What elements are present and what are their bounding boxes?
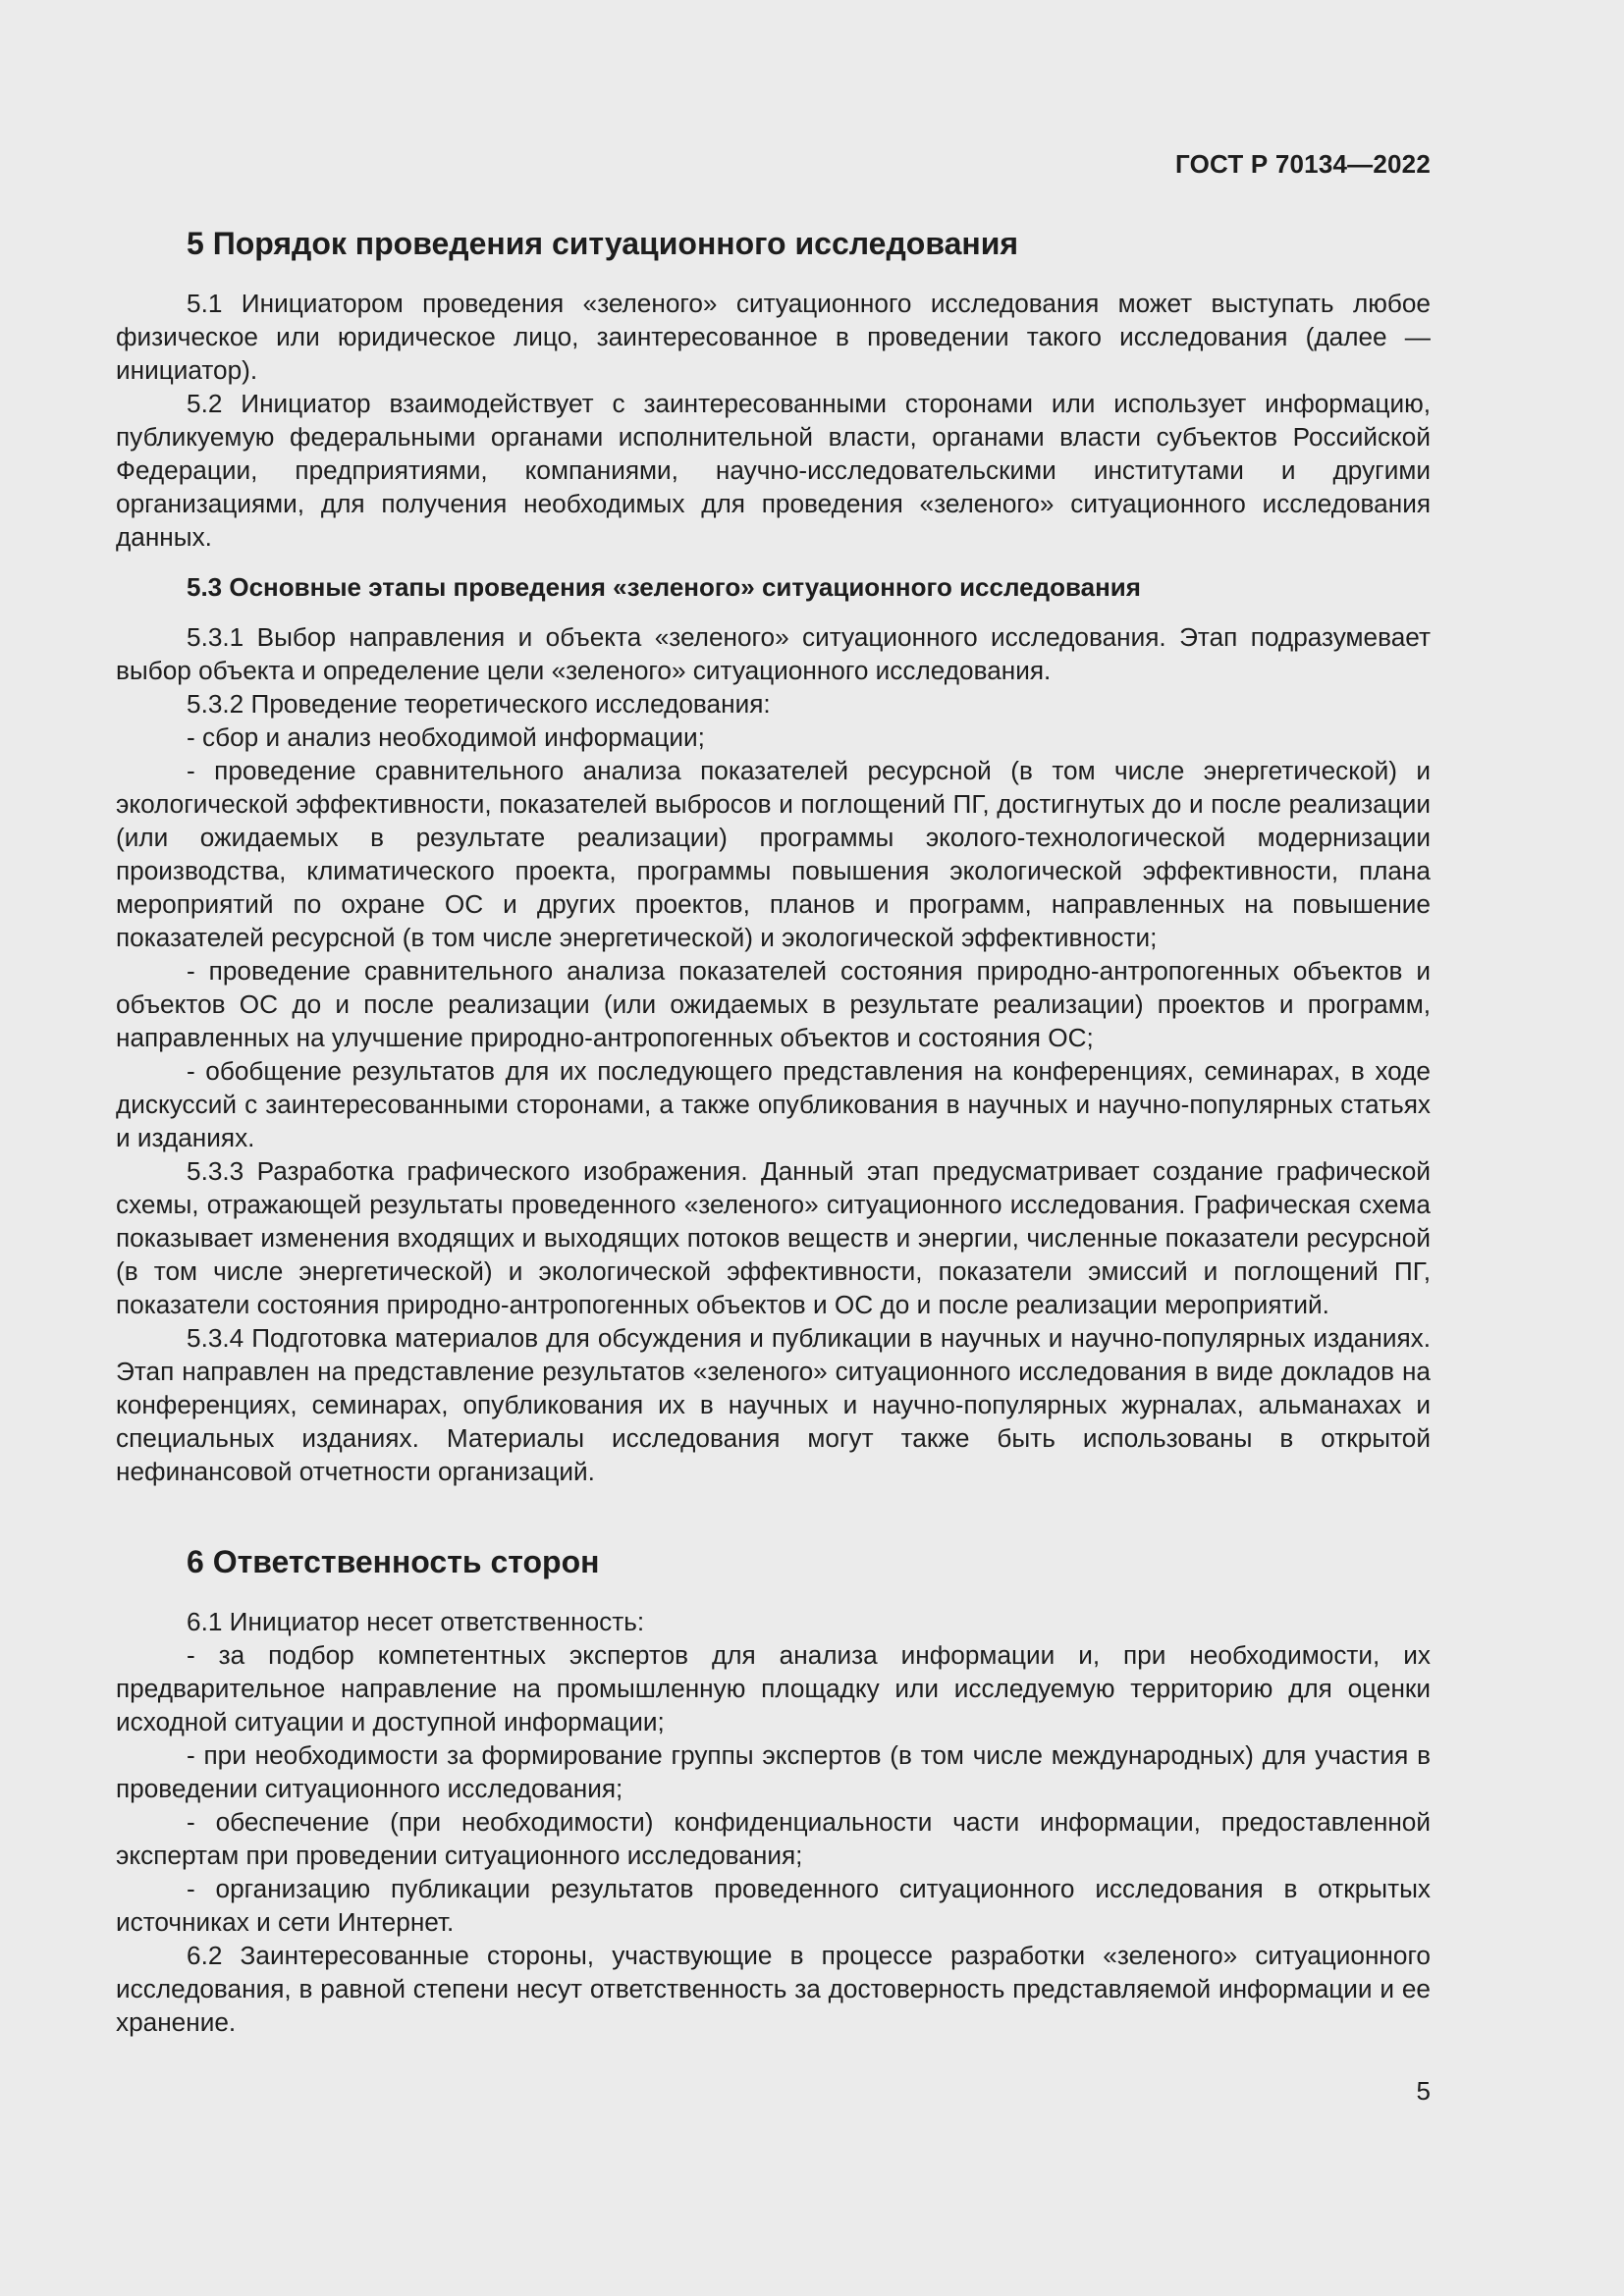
paragraph-6-1: 6.1 Инициатор несет ответственность:	[187, 1607, 645, 1636]
list-item: - сбор и анализ необходимой информации;	[187, 722, 705, 752]
paragraph-5-3-3: 5.3.3 Разработка графического изображения. Данный этап предусматривает создание графической схемы, отражающей результаты проведенного «зеленого» ситуационного исследования. Графическая схема показывает изменения входящих и выходящих потоков веществ и энергии, численные показатели ресурсной (в том числе энергетической) и экологической эффективности, показатели эмиссий и поглощений ПГ, показатели состояния природно-антропогенных объектов и ОС до и после реализации мероприятий.	[116, 1156, 1431, 1319]
paragraph-5-3-4: 5.3.4 Подготовка материалов для обсуждения и публикации в научных и научно-популярных изданиях. Этап направлен на представление результатов «зеленого» ситуационного исследования в виде докладов на конференциях, семинарах, опубликования их в научных и научно-популярных журналах, альманахах и специальных изданиях. Материалы исследования могут также быть использованы в открытой нефинансовой отчетности организаций.	[116, 1323, 1431, 1486]
paragraph-5-2: 5.2 Инициатор взаимодействует с заинтересованными сторонами или использует информацию, публикуемую федеральными органами исполнительной власти, органами власти субъектов Российской Федерации, предприятиями, компаниями, научно-исследовательскими институтами и другими организациями, для получения необходимых для проведения «зеленого» ситуационного исследования данных.	[116, 389, 1431, 552]
section-6-heading: 6 Ответственность сторон	[187, 1544, 600, 1579]
paragraph-5-3-1: 5.3.1 Выбор направления и объекта «зеленого» ситуационного исследования. Этап подразумевает выбор объекта и определение цели «зеленого» ситуационного исследования.	[116, 622, 1431, 685]
list-item: - обобщение результатов для их последующего представления на конференциях, семинарах, в ходе дискуссий с заинтересованными сторонами, а также опубликования в научных и научно-популярных статьях и изданиях.	[116, 1056, 1431, 1152]
subsection-5-3-heading: 5.3 Основные этапы проведения «зеленого» ситуационного исследования	[187, 572, 1141, 602]
list-item: - проведение сравнительного анализа показателей ресурсной (в том числе энергетической) и экологической эффективности, показателей выбросов и поглощений ПГ, достигнутых до и после реализации (или ожидаемых в результате реализации) программы эколого-технологической модернизации производства, климатического проекта, программы повышения экологической эффективности, плана мероприятий по охране ОС и других проектов, планов и программ, направленных на повышение показателей ресурсной (в том числе энергетической) и экологической эффективности;	[116, 756, 1431, 952]
subsection-5-3-body	[116, 620, 1431, 1488]
page-number: 5	[1416, 2076, 1431, 2106]
document-code: ГОСТ Р 70134—2022	[1175, 149, 1431, 179]
list-item: - обеспечение (при необходимости) конфиденциальности части информации, предоставленной экспертам при проведении ситуационного исследования;	[116, 1807, 1431, 1870]
list-item: - при необходимости за формирование группы экспертов (в том числе международных) для участия в проведении ситуационного исследования;	[116, 1740, 1431, 1803]
list-item: - за подбор компетентных экспертов для анализа информации и, при необходимости, их предварительное направление на промышленную площадку или исследуемую территорию для оценки исходной ситуации и доступной информации;	[116, 1640, 1431, 1736]
section-5-heading: 5 Порядок проведения ситуационного исследования	[187, 226, 1019, 261]
section-5-intro	[116, 287, 1431, 554]
paragraph-5-3-2: 5.3.2 Проведение теоретического исследования:	[187, 689, 771, 719]
paragraph-5-1: 5.1 Инициатором проведения «зеленого» ситуационного исследования может выступать любое физическое или юридическое лицо, заинтересованное в проведении такого исследования (далее — инициатор).	[116, 289, 1431, 385]
paragraph-6-2: 6.2 Заинтересованные стороны, участвующие в процессе разработки «зеленого» ситуационного исследования, в равной степени несут ответственность за достоверность представляемой информации и ее хранение.	[116, 1941, 1431, 2037]
list-item: - организацию публикации результатов проведенного ситуационного исследования в открытых источниках и сети Интернет.	[116, 1874, 1431, 1937]
document-page	[116, 0, 1431, 2296]
list-item: - проведение сравнительного анализа показателей состояния природно-антропогенных объектов и объектов ОС до и после реализации (или ожидаемых в результате реализации) проектов и программ, направленных на улучшение природно-антропогенных объектов и состояния ОС;	[116, 956, 1431, 1052]
section-6-body	[116, 1605, 1431, 2039]
